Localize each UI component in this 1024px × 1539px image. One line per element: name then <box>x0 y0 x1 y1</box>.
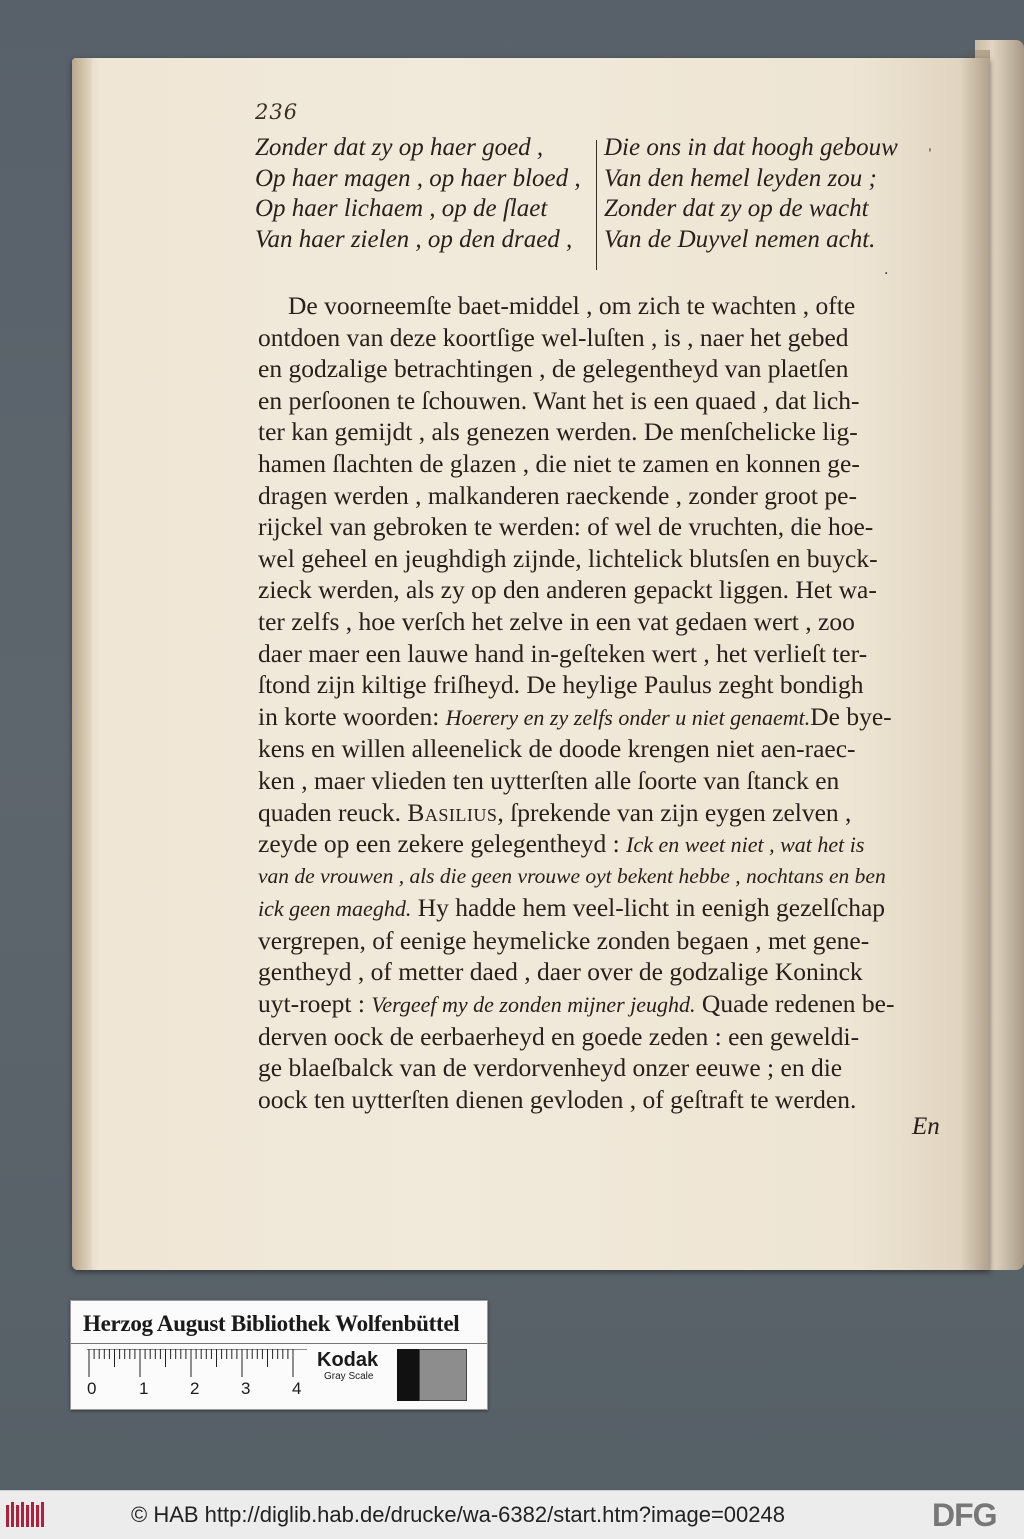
ruler-scale <box>87 1349 307 1379</box>
scripture-quote: Hoerery en zy zelfs onder u niet genaemt. <box>445 704 811 730</box>
body-line <box>258 797 938 829</box>
body-text <box>258 290 938 1115</box>
page-edge <box>72 58 92 1270</box>
body-line <box>258 701 938 734</box>
body-line: ſtond zijn kiltige friſheyd. De heylige Paulus zeght bondigh <box>258 670 864 700</box>
body-line: daer maer een lauwe hand in-geſteken wert , het verlieſt ter- <box>258 638 868 668</box>
scripture-quote: Vergeef my de zonden mijner jeughd. <box>371 992 696 1018</box>
text-span: in korte woorden: <box>258 701 440 731</box>
ruler-number: 2 <box>190 1379 200 1398</box>
verse-line: Van haer zielen , op den draed , <box>255 225 573 253</box>
card-title: Herzog August Bibliothek Wolfenbüttel <box>83 1311 460 1336</box>
text-span: uyt-roept : <box>258 989 365 1019</box>
body-line: ken , maer vlieden ten uytterſten alle ſoorte van ſtanck en <box>258 765 840 795</box>
copyright-url[interactable]: © HAB http://diglib.hab.de/drucke/wa-6382/start.htm?image=00248 <box>131 1502 785 1527</box>
text-span: , ſprekende van zijn eygen zelven , <box>497 797 852 827</box>
body-line: van de vrouwen , als die geen vrouwe oyt bekent hebbe , nochtans en ben <box>258 863 886 888</box>
ruler-number: 4 <box>292 1379 302 1398</box>
body-line: ter zelfs , hoe verſch het zelve in een vat gedaen wert , zoo <box>258 606 855 636</box>
text-span: Quade redenen be- <box>701 989 895 1019</box>
body-line: ontdoen van deze koortſige wel-luſten , is , naer het gebed <box>258 322 849 352</box>
verse-line: Die ons in dat hoogh gebouw <box>604 134 898 161</box>
spine-shadow <box>960 50 990 1270</box>
footer-bar <box>0 1490 1024 1539</box>
body-line: ge blaeſbalck van de verdorvenheyd onzer eeuwe ; en die <box>258 1053 843 1083</box>
kodak-logo: Kodak <box>317 1349 379 1371</box>
text-span: Hy hadde hem veel-licht in eenigh gezelſchap <box>417 893 886 923</box>
black-swatch <box>397 1349 419 1401</box>
hab-logo-icon <box>4 1499 46 1531</box>
margin-mark: ˌ <box>928 138 932 154</box>
body-line <box>258 988 938 1021</box>
body-line <box>258 828 938 861</box>
person-name: Basilius <box>407 797 498 827</box>
body-line: en godzalige betrachtingen , de gelegentheyd van plaetſen <box>258 354 849 384</box>
quote-span: Ick en weet niet , wat het is <box>626 832 865 858</box>
body-line: vergrepen, of eenige heymelicke zonden begaen , met gene- <box>258 925 870 955</box>
catchword: En <box>912 1113 940 1140</box>
body-line: en perſoonen te ſchouwen. Want het is een quaed , dat lich- <box>258 385 860 415</box>
body-line: dragen werden , malkanderen raeckende , zonder groot pe- <box>258 480 857 510</box>
body-line: wel geheel en jeughdigh zijnde, lichtelick bluts​ſen en buyck- <box>258 543 878 573</box>
verse-line: Zonder dat zy op de wacht <box>604 195 869 222</box>
calibration-card <box>70 1300 488 1410</box>
verse-line: Op haer magen , op haer bloed , <box>255 164 581 192</box>
body-line: gentheyd , of metter daed , daer over de godzalige Koninck <box>258 957 863 987</box>
body-line: hamen ſlachten de glazen , die niet te zamen en konnen ge- <box>258 448 860 478</box>
text-span: quaden reuck. <box>258 797 402 827</box>
text-span: De bye- <box>810 701 892 731</box>
verse-right-column <box>604 133 898 255</box>
ruler-number: 0 <box>87 1379 97 1398</box>
body-line <box>258 892 938 925</box>
text-span: zeyde op een zekere gelegentheyd : <box>258 829 620 859</box>
body-line: zieck werden, als zy op den anderen gepackt liggen. Het wa- <box>258 575 877 605</box>
margin-mark: · <box>884 266 889 282</box>
body-line: De voorneemſte baet-middel , om zich te wachten , ofte <box>288 291 856 320</box>
verse-line: Op haer lichaem , op de ſlaet <box>255 195 548 222</box>
body-line: rijckel van gebroken te werden: of wel de vruchten, die hoe- <box>258 512 874 542</box>
verse-line: Zonder dat zy op haer goed , <box>255 134 544 161</box>
page-number: 236 <box>255 100 299 124</box>
dfg-logo: DFG <box>932 1497 997 1533</box>
gray-swatch <box>419 1349 467 1401</box>
body-line: oock ten uytterſten dienen gevloden , of geſtraft te werden. <box>258 1084 857 1114</box>
body-line: derven oock de eerbaerheyd en goede zeden : een geweldi- <box>258 1021 860 1051</box>
grayscale-label: Gray Scale <box>324 1371 374 1382</box>
ruler-number: 1 <box>139 1379 149 1398</box>
body-line: kens en willen alleenelick de doode krengen niet aen-raec- <box>258 734 856 764</box>
verse-left-column <box>255 133 581 255</box>
ruler-number: 3 <box>241 1379 251 1398</box>
verse-divider <box>596 140 597 270</box>
verse-line: Van den hemel leyden zou ; <box>604 164 877 192</box>
card-divider <box>71 1343 487 1344</box>
quote-span: ick geen maeghd. <box>258 896 412 922</box>
body-line: ter kan gemijdt , als genezen werden. De menſchelicke lig- <box>258 417 858 447</box>
verse-line: Van de Duyvel nemen acht. <box>604 225 876 253</box>
